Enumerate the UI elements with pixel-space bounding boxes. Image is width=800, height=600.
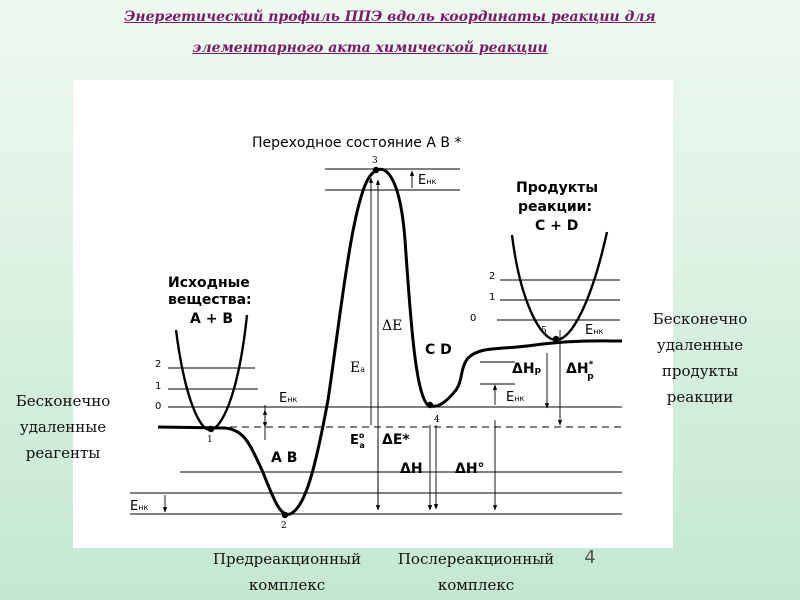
point-marker-3	[373, 167, 379, 173]
level-1-products: 1	[489, 292, 496, 303]
enk-ts-label: Eнк	[418, 173, 437, 188]
energy-profile-diagram	[73, 80, 673, 548]
delta-h0-label: ΔH°	[455, 461, 485, 477]
level-2-reactants: 2	[155, 359, 162, 370]
level-0-products: 0	[470, 313, 477, 324]
enk-cd-label: Eнк	[506, 390, 525, 405]
point-label-2: 2	[281, 521, 287, 531]
ea0-label: $E^o$ a	[350, 431, 365, 450]
left-label-line-3: реагенты	[25, 444, 101, 462]
point-marker-5	[553, 336, 559, 342]
enk-reactants-label: Eнк	[279, 391, 298, 406]
point-marker-2	[282, 512, 288, 518]
post-reaction-complex-caption	[376, 546, 576, 598]
level-2-products: 2	[489, 271, 496, 282]
slide-title-line-2: элементарного акта химической реакции	[192, 40, 548, 56]
point-label-4: 4	[434, 415, 440, 425]
pre-reaction-complex-caption	[187, 546, 387, 598]
left-label-line-1: Бесконечно	[15, 392, 111, 410]
right-label-line-2: удаленные	[656, 336, 744, 354]
right-label-line-1: Бесконечно	[652, 310, 748, 328]
delta-e-label: ΔE	[382, 318, 403, 334]
enk-products-label: Eнк	[585, 323, 604, 338]
post-caption-line-1: Послереакционный	[397, 550, 555, 568]
left-side-label	[4, 388, 122, 466]
point-label-1: 1	[207, 435, 213, 445]
pre-caption-line-2: комплекс	[248, 576, 326, 594]
transition-state-label: Переходное состояние А В *	[252, 135, 462, 151]
measure-arrows	[165, 171, 560, 512]
products-title-1: Продукты	[516, 180, 599, 196]
point-label-3: 3	[372, 156, 378, 166]
point-label-5: 5	[541, 326, 547, 336]
ea-label: Ea	[350, 360, 366, 376]
point-marker-4	[427, 402, 433, 408]
reactants-parabola	[176, 315, 247, 430]
energy-profile-svg	[73, 80, 673, 548]
point-numbers	[207, 156, 547, 531]
pre-complex-label: А В	[271, 450, 298, 466]
right-label-line-3: продукты	[661, 362, 739, 380]
delta-hp-star-label: ΔH* p	[566, 360, 594, 382]
post-complex-label: C D	[425, 342, 452, 358]
products-title-2: реакции:	[518, 199, 593, 215]
slide-number: 4	[584, 547, 596, 568]
right-side-label	[645, 306, 755, 410]
reactants-title-2: вещества:	[168, 292, 252, 308]
pre-caption-line-1: Предреакционный	[212, 550, 362, 568]
point-marker-1	[208, 426, 214, 432]
delta-hp-label: ΔHp	[512, 361, 542, 377]
delta-e-star-label: ΔE*	[382, 432, 410, 448]
level-0-reactants: 0	[155, 401, 162, 412]
post-caption-line-2: комплекс	[437, 576, 515, 594]
reactants-formula: А + В	[190, 311, 233, 327]
level-1-reactants: 1	[155, 381, 162, 392]
enk-labels	[130, 173, 603, 514]
enk-ab-label: Eнк	[130, 499, 149, 514]
right-label-line-4: реакции	[666, 388, 734, 406]
left-label-line-2: удаленные	[19, 418, 107, 436]
delta-h-label: ΔH	[400, 461, 423, 477]
reactants-title-1: Исходные	[168, 275, 250, 291]
slide-title-line-1: Энергетический профиль ППЭ вдоль координаты реакции для	[124, 9, 656, 25]
products-formula: C + D	[535, 218, 579, 234]
